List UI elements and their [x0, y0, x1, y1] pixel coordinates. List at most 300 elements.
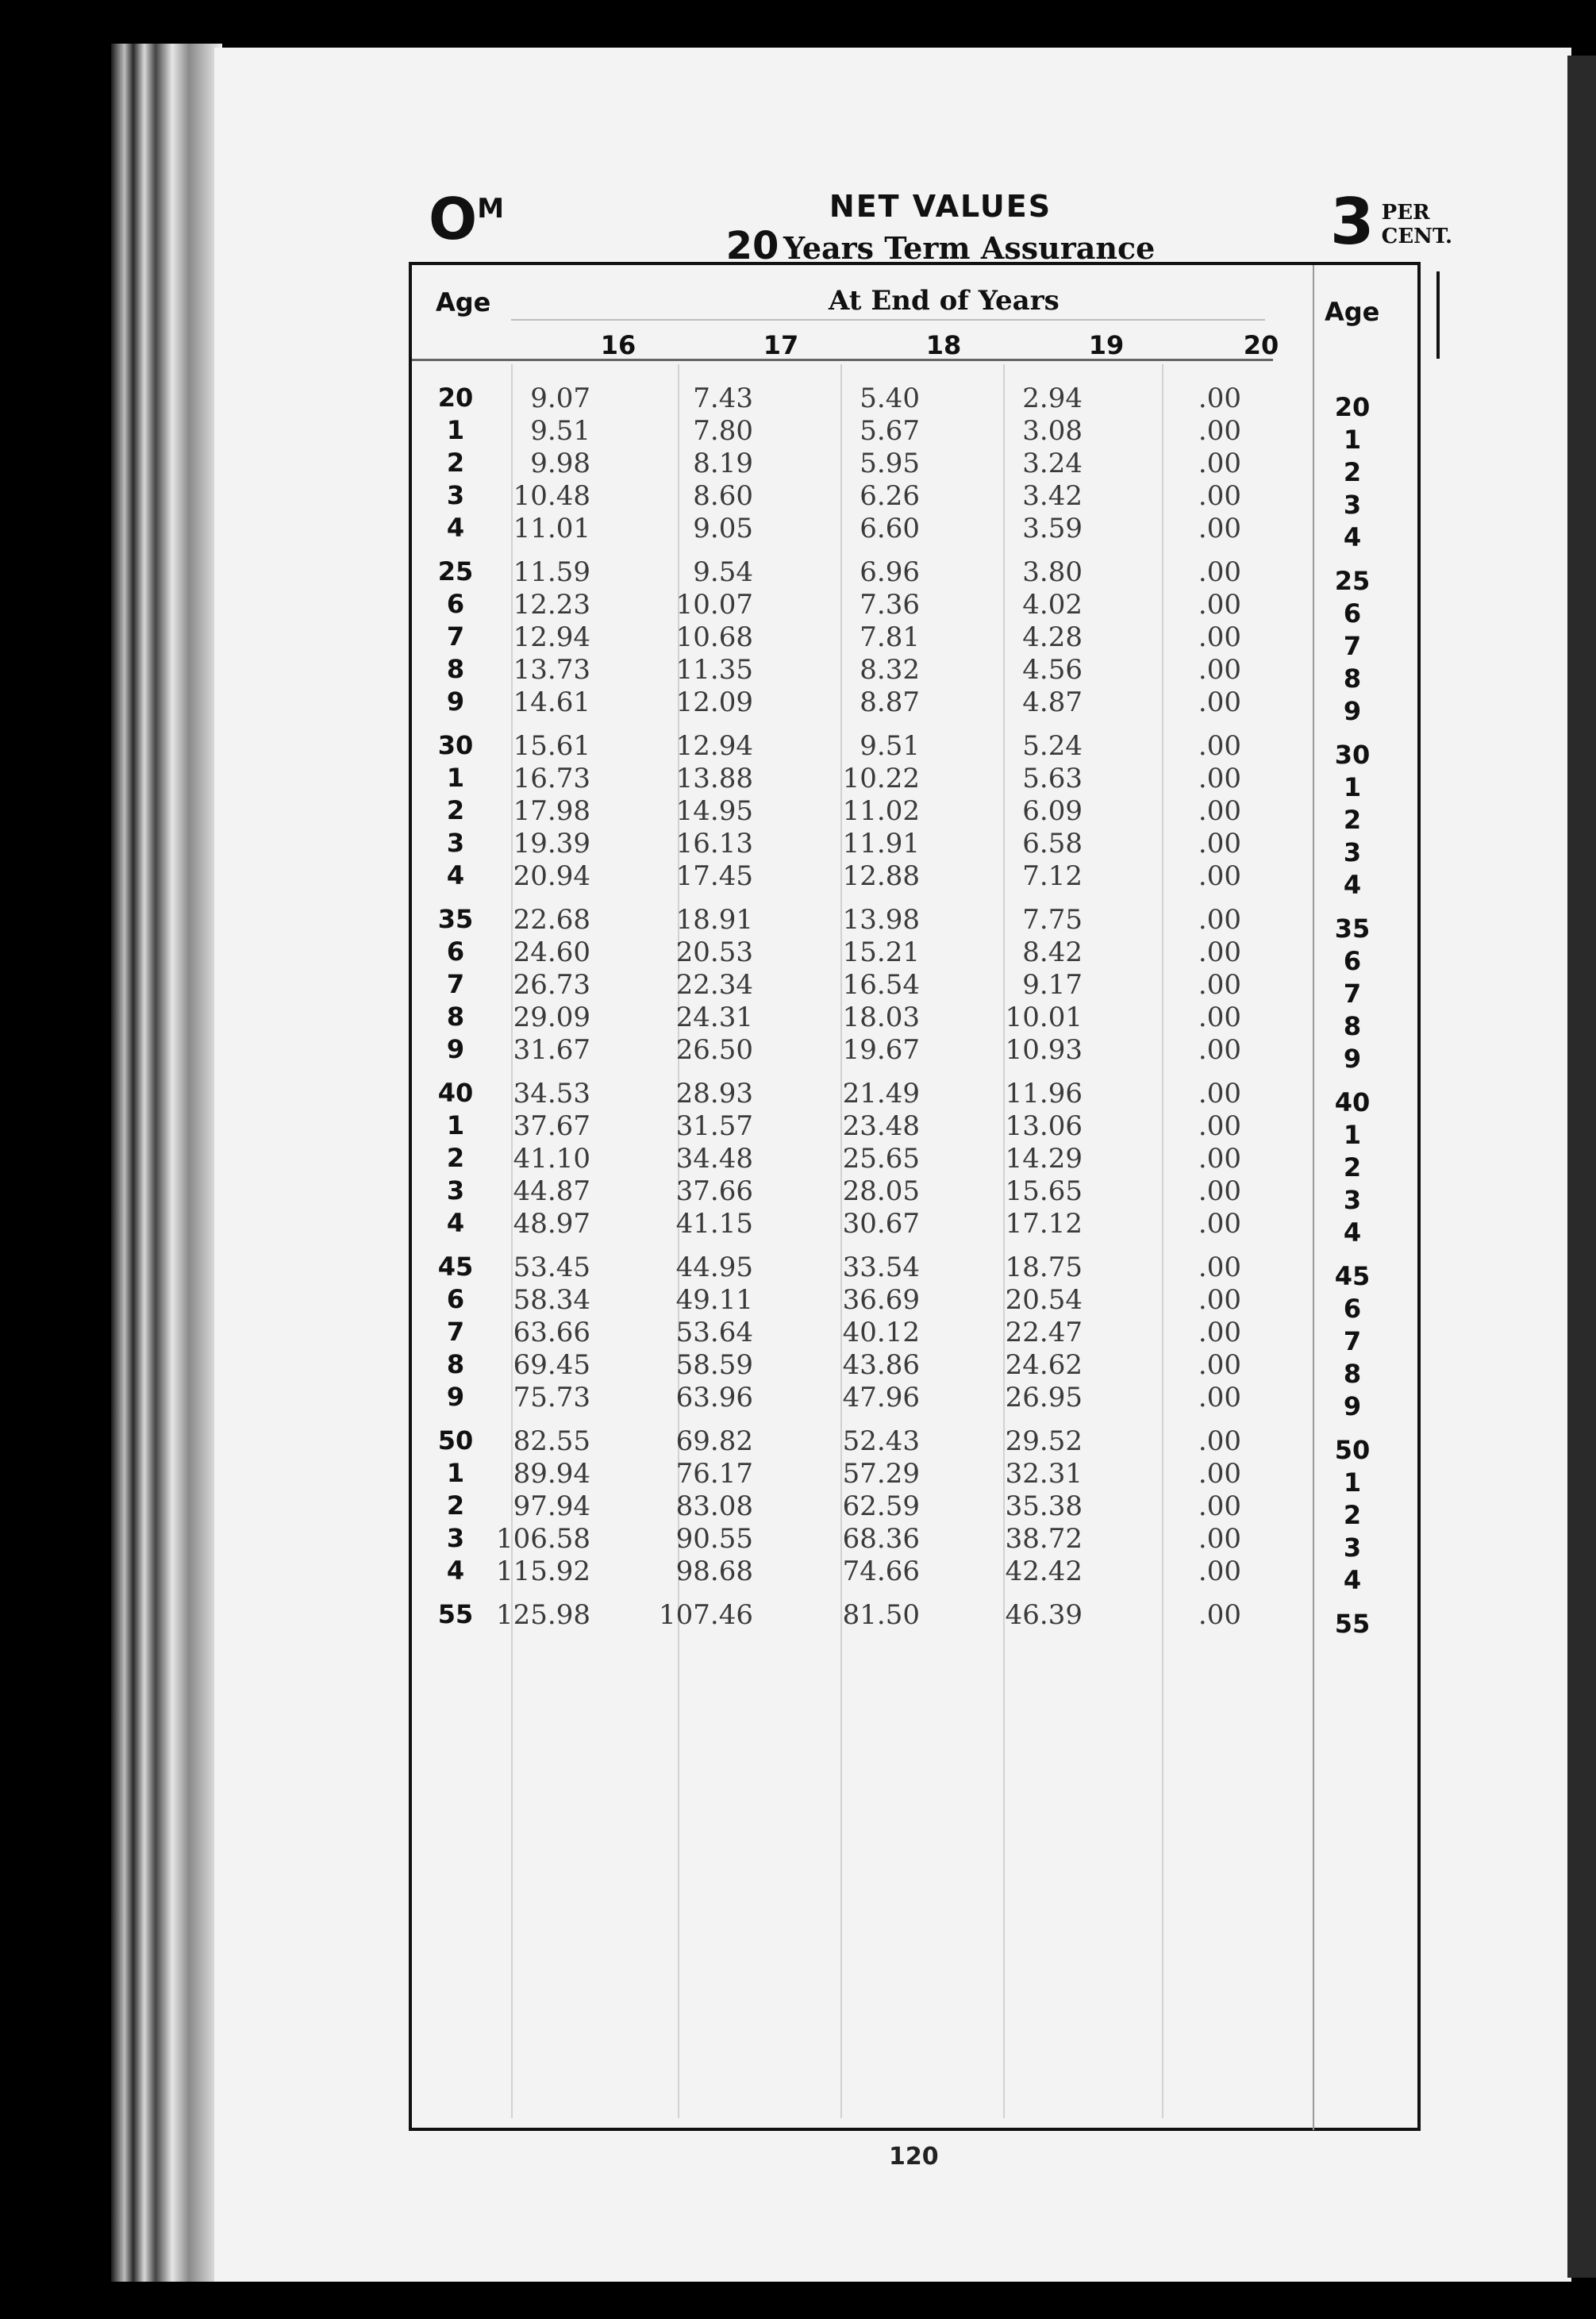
title-net-values: NET VALUES — [829, 189, 1052, 224]
value-cell: 37.67 — [513, 1110, 590, 1142]
age-cell-left: 2 — [446, 1143, 465, 1173]
age-cell-right: 2 — [1343, 457, 1362, 487]
value-cell: 11.91 — [842, 828, 920, 860]
age-cell-left: 4 — [446, 1208, 465, 1238]
age-cell-left: 3 — [446, 828, 465, 858]
page-header — [429, 183, 1452, 268]
table-code-letter: O — [429, 186, 478, 252]
value-cell: 5.24 — [1022, 730, 1083, 762]
age-cell-left: 4 — [446, 1556, 465, 1586]
value-cell: 7.81 — [860, 621, 920, 653]
age-cell-right: 45 — [1334, 1261, 1371, 1291]
value-cell: .00 — [1198, 383, 1241, 414]
age-cell-right: 40 — [1334, 1087, 1371, 1117]
age-cell-right: 8 — [1343, 1011, 1362, 1041]
value-cell: .00 — [1198, 513, 1241, 544]
value-cell: 9.07 — [530, 383, 590, 414]
value-cell: 75.73 — [513, 1382, 590, 1413]
value-cell: 5.95 — [860, 448, 920, 479]
table-row — [412, 448, 1420, 487]
value-cell: .00 — [1198, 1317, 1241, 1348]
value-cell: .00 — [1198, 1110, 1241, 1142]
value-cell: 24.31 — [675, 1002, 753, 1033]
age-cell-right: 1 — [1343, 1120, 1362, 1150]
value-cell: 13.88 — [675, 763, 753, 794]
value-cell: .00 — [1198, 621, 1241, 653]
value-cell: 9.51 — [860, 730, 920, 762]
value-cell: 31.57 — [675, 1110, 753, 1142]
value-cell: 40.12 — [842, 1317, 920, 1348]
value-cell: 9.54 — [693, 556, 753, 588]
value-cell: 22.68 — [513, 904, 590, 936]
year-header-20: 20 — [1243, 330, 1279, 360]
value-cell: 12.88 — [842, 860, 920, 892]
value-cell: 26.95 — [1005, 1382, 1083, 1413]
age-cell-right: 55 — [1334, 1609, 1371, 1639]
age-cell-left: 1 — [446, 1458, 465, 1488]
age-cell-right: 8 — [1343, 663, 1362, 694]
value-cell: 14.61 — [513, 686, 590, 718]
value-cell: .00 — [1198, 1252, 1241, 1283]
value-cell: .00 — [1198, 686, 1241, 718]
value-cell: .00 — [1198, 448, 1241, 479]
table-row — [412, 1317, 1420, 1356]
table-row — [412, 1175, 1420, 1215]
value-cell: .00 — [1198, 1034, 1241, 1066]
value-cell: 10.68 — [675, 621, 753, 653]
table-row — [412, 1490, 1420, 1530]
value-cell: 16.13 — [675, 828, 753, 860]
page-edge-shadow — [1567, 56, 1596, 2278]
value-cell: 18.75 — [1005, 1252, 1083, 1283]
value-cell: 44.95 — [675, 1252, 753, 1283]
value-cell: 89.94 — [513, 1458, 590, 1490]
value-cell: 74.66 — [842, 1556, 920, 1587]
age-cell-right: 6 — [1343, 598, 1362, 629]
table-row — [412, 1078, 1420, 1117]
value-cell: 22.47 — [1005, 1317, 1083, 1348]
value-cell: 11.96 — [1005, 1078, 1083, 1110]
value-cell: 32.31 — [1005, 1458, 1083, 1490]
value-cell: 5.67 — [860, 415, 920, 447]
value-cell: 25.65 — [842, 1143, 920, 1175]
value-cell: 19.39 — [513, 828, 590, 860]
value-cell: 28.93 — [675, 1078, 753, 1110]
age-cell-left: 1 — [446, 415, 465, 445]
value-cell: 33.54 — [842, 1252, 920, 1283]
value-cell: 46.39 — [1005, 1599, 1083, 1631]
value-cell: 15.21 — [842, 936, 920, 968]
value-cell: 17.98 — [513, 795, 590, 827]
value-cell: 11.59 — [513, 556, 590, 588]
age-cell-right: 3 — [1343, 837, 1362, 867]
value-cell: .00 — [1198, 1458, 1241, 1490]
table-row — [412, 1284, 1420, 1324]
value-cell: 48.97 — [513, 1208, 590, 1240]
age-cell-left: 20 — [437, 383, 474, 413]
table-row — [412, 1208, 1420, 1248]
age-cell-right: 2 — [1343, 1500, 1362, 1530]
value-cell: 15.61 — [513, 730, 590, 762]
value-cell: 69.82 — [675, 1425, 753, 1457]
value-cell: 9.98 — [530, 448, 590, 479]
table-row — [412, 513, 1420, 552]
age-cell-left: 6 — [446, 1284, 465, 1314]
value-cell: 6.09 — [1022, 795, 1083, 827]
age-cell-left: 7 — [446, 621, 465, 652]
value-cell: 10.22 — [842, 763, 920, 794]
value-cell: 26.50 — [675, 1034, 753, 1066]
value-cell: 34.53 — [513, 1078, 590, 1110]
value-cell: 8.60 — [693, 480, 753, 512]
age-cell-left: 8 — [446, 1349, 465, 1379]
value-cell: 41.10 — [513, 1143, 590, 1175]
rate-per: PER — [1381, 201, 1430, 225]
value-cell: .00 — [1198, 795, 1241, 827]
value-cell: 20.94 — [513, 860, 590, 892]
age-cell-right: 2 — [1343, 805, 1362, 835]
value-cell: 3.80 — [1022, 556, 1083, 588]
value-cell: 12.94 — [675, 730, 753, 762]
value-cell: 31.67 — [513, 1034, 590, 1066]
age-cell-left: 2 — [446, 448, 465, 478]
value-cell: .00 — [1198, 654, 1241, 686]
table-row — [412, 1034, 1420, 1074]
table-row — [412, 795, 1420, 835]
age-cell-left: 7 — [446, 1317, 465, 1347]
value-cell: 23.48 — [842, 1110, 920, 1142]
value-cell: 2.94 — [1022, 383, 1083, 414]
value-cell: 97.94 — [513, 1490, 590, 1522]
value-cell: 20.54 — [1005, 1284, 1083, 1316]
value-cell: 43.86 — [842, 1349, 920, 1381]
table-row — [412, 1599, 1420, 1639]
value-cell: .00 — [1198, 1523, 1241, 1555]
age-column-header-right: Age — [1325, 297, 1380, 327]
value-cell: 11.01 — [513, 513, 590, 544]
age-cell-left: 9 — [446, 686, 465, 717]
value-cell: 7.80 — [693, 415, 753, 447]
value-cell: 90.55 — [675, 1523, 753, 1555]
interest-rate — [1329, 185, 1452, 259]
age-cell-right: 4 — [1343, 1217, 1362, 1248]
value-cell: .00 — [1198, 1284, 1241, 1316]
table-row — [412, 621, 1420, 661]
value-cell: 68.36 — [842, 1523, 920, 1555]
age-cell-left: 25 — [437, 556, 474, 586]
value-cell: 52.43 — [842, 1425, 920, 1457]
value-cell: 15.65 — [1005, 1175, 1083, 1207]
value-cell: 28.05 — [842, 1175, 920, 1207]
table-row — [412, 730, 1420, 770]
age-cell-right: 7 — [1343, 1326, 1362, 1356]
table-row — [412, 480, 1420, 520]
value-cell: 9.51 — [530, 415, 590, 447]
table-row — [412, 828, 1420, 867]
table-row — [412, 904, 1420, 944]
value-cell: .00 — [1198, 1425, 1241, 1457]
table-row — [412, 383, 1420, 422]
table-row — [412, 1523, 1420, 1563]
age-cell-left: 1 — [446, 1110, 465, 1140]
age-column-header-left: Age — [436, 287, 491, 317]
table-row — [412, 1425, 1420, 1465]
value-cell: 47.96 — [842, 1382, 920, 1413]
value-cell: 24.60 — [513, 936, 590, 968]
value-cell: 7.12 — [1022, 860, 1083, 892]
year-header-18: 18 — [925, 330, 962, 360]
value-cell: 7.75 — [1022, 904, 1083, 936]
value-cell: 82.55 — [513, 1425, 590, 1457]
value-cell: 18.03 — [842, 1002, 920, 1033]
value-cell: .00 — [1198, 1556, 1241, 1587]
table-row — [412, 969, 1420, 1009]
value-cell: 16.73 — [513, 763, 590, 794]
value-cell: 49.11 — [675, 1284, 753, 1316]
age-cell-left: 3 — [446, 1175, 465, 1206]
value-cell: 58.34 — [513, 1284, 590, 1316]
table-row — [412, 589, 1420, 629]
term-assurance-text: Years Term Assurance — [783, 230, 1156, 266]
age-cell-right: 1 — [1343, 772, 1362, 802]
value-cell: 29.52 — [1005, 1425, 1083, 1457]
value-cell: 10.48 — [513, 480, 590, 512]
age-cell-right: 4 — [1343, 870, 1362, 900]
age-cell-left: 6 — [446, 589, 465, 619]
age-cell-left: 8 — [446, 1002, 465, 1032]
value-cell: 20.53 — [675, 936, 753, 968]
value-cell: 115.92 — [496, 1556, 590, 1587]
value-cell: 6.60 — [860, 513, 920, 544]
age-cell-right: 7 — [1343, 979, 1362, 1009]
table-row — [412, 686, 1420, 726]
age-cell-right: 2 — [1343, 1152, 1362, 1183]
table-row — [412, 556, 1420, 596]
value-cell: .00 — [1198, 1599, 1241, 1631]
value-cell: 13.98 — [842, 904, 920, 936]
value-cell: 37.66 — [675, 1175, 753, 1207]
age-cell-left: 55 — [437, 1599, 474, 1629]
value-cell: 42.42 — [1005, 1556, 1083, 1587]
value-cell: .00 — [1198, 415, 1241, 447]
value-cell: .00 — [1198, 556, 1241, 588]
value-cell: .00 — [1198, 763, 1241, 794]
table-row — [412, 1556, 1420, 1595]
value-cell: .00 — [1198, 1382, 1241, 1413]
page-number: 120 — [889, 2143, 939, 2171]
value-cell: 58.59 — [675, 1349, 753, 1381]
value-cell: .00 — [1198, 1208, 1241, 1240]
rate-number: 3 — [1329, 185, 1375, 259]
value-cell: 16.54 — [842, 969, 920, 1001]
value-cell: .00 — [1198, 936, 1241, 968]
value-cell: 3.08 — [1022, 415, 1083, 447]
age-cell-right: 1 — [1343, 425, 1362, 455]
value-cell: 5.40 — [860, 383, 920, 414]
age-cell-left: 50 — [437, 1425, 474, 1456]
age-cell-left: 7 — [446, 969, 465, 999]
value-cell: 24.62 — [1005, 1349, 1083, 1381]
book-spine-edge — [111, 44, 222, 2282]
value-cell: 17.45 — [675, 860, 753, 892]
value-cell: 14.29 — [1005, 1143, 1083, 1175]
value-cell: 57.29 — [842, 1458, 920, 1490]
value-cell: 12.09 — [675, 686, 753, 718]
value-cell: 125.98 — [496, 1599, 590, 1631]
age-cell-right: 4 — [1343, 522, 1362, 552]
age-cell-right: 3 — [1343, 1185, 1362, 1215]
value-cell: .00 — [1198, 589, 1241, 621]
year-header-16: 16 — [600, 330, 636, 360]
term-years-number: 20 — [725, 224, 779, 268]
value-cell: 6.96 — [860, 556, 920, 588]
table-row — [412, 1002, 1420, 1041]
age-cell-right: 35 — [1334, 913, 1371, 944]
value-cell: 34.48 — [675, 1143, 753, 1175]
value-cell: 13.06 — [1005, 1110, 1083, 1142]
value-cell: .00 — [1198, 1349, 1241, 1381]
value-cell: 81.50 — [842, 1599, 920, 1631]
age-cell-left: 4 — [446, 860, 465, 890]
value-cell: 3.42 — [1022, 480, 1083, 512]
value-cell: 9.17 — [1022, 969, 1083, 1001]
value-cell: 107.46 — [659, 1599, 753, 1631]
table-row — [412, 860, 1420, 900]
table-code-superscript: M — [477, 193, 505, 225]
value-cell: 21.49 — [842, 1078, 920, 1110]
age-cell-left: 9 — [446, 1034, 465, 1064]
value-cell: 17.12 — [1005, 1208, 1083, 1240]
value-cell: 4.87 — [1022, 686, 1083, 718]
age-cell-right: 50 — [1334, 1435, 1371, 1465]
table-row — [412, 1349, 1420, 1389]
age-cell-left: 45 — [437, 1252, 474, 1282]
age-cell-right: 4 — [1343, 1565, 1362, 1595]
value-cell: 63.66 — [513, 1317, 590, 1348]
age-cell-right: 20 — [1334, 392, 1371, 422]
age-cell-right: 9 — [1343, 1044, 1362, 1074]
value-cell: 62.59 — [842, 1490, 920, 1522]
value-cell: 41.15 — [675, 1208, 753, 1240]
value-cell: .00 — [1198, 1002, 1241, 1033]
value-cell: 10.01 — [1005, 1002, 1083, 1033]
table-right-rule — [1436, 271, 1440, 359]
value-cell: 53.45 — [513, 1252, 590, 1283]
age-cell-left: 1 — [446, 763, 465, 793]
year-header-17: 17 — [763, 330, 799, 360]
value-cell: 12.94 — [513, 621, 590, 653]
header-sub-rule — [511, 319, 1265, 321]
rate-cent: CENT. — [1381, 224, 1452, 248]
value-cell: 14.95 — [675, 795, 753, 827]
value-cell: 106.58 — [496, 1523, 590, 1555]
value-cell: 13.73 — [513, 654, 590, 686]
table-row — [412, 415, 1420, 455]
value-cell: 8.87 — [860, 686, 920, 718]
value-cell: 18.91 — [675, 904, 753, 936]
value-cell: 35.38 — [1005, 1490, 1083, 1522]
value-cell: 38.72 — [1005, 1523, 1083, 1555]
value-cell: 36.69 — [842, 1284, 920, 1316]
age-cell-right: 1 — [1343, 1467, 1362, 1498]
age-cell-left: 2 — [446, 795, 465, 825]
value-cell: 29.09 — [513, 1002, 590, 1033]
value-cell: 4.56 — [1022, 654, 1083, 686]
table-row — [412, 1110, 1420, 1150]
value-cell: .00 — [1198, 1175, 1241, 1207]
age-cell-right: 7 — [1343, 631, 1362, 661]
age-cell-right: 6 — [1343, 946, 1362, 976]
net-values-table — [409, 262, 1421, 2131]
value-cell: 69.45 — [513, 1349, 590, 1381]
age-cell-right: 3 — [1343, 490, 1362, 520]
age-cell-left: 3 — [446, 1523, 465, 1553]
age-cell-left: 4 — [446, 513, 465, 543]
value-cell: 6.26 — [860, 480, 920, 512]
age-cell-right: 8 — [1343, 1359, 1362, 1389]
value-cell: 63.96 — [675, 1382, 753, 1413]
value-cell: .00 — [1198, 904, 1241, 936]
age-cell-left: 3 — [446, 480, 465, 510]
value-cell: 26.73 — [513, 969, 590, 1001]
value-cell: .00 — [1198, 860, 1241, 892]
at-end-of-years-header: At End of Years — [829, 285, 1060, 317]
value-cell: 6.58 — [1022, 828, 1083, 860]
age-cell-left: 30 — [437, 730, 474, 760]
value-cell: 22.34 — [675, 969, 753, 1001]
value-cell: .00 — [1198, 1143, 1241, 1175]
value-cell: 3.59 — [1022, 513, 1083, 544]
value-cell: 7.36 — [860, 589, 920, 621]
table-row — [412, 1252, 1420, 1291]
value-cell: 11.02 — [842, 795, 920, 827]
age-cell-left: 6 — [446, 936, 465, 967]
value-cell: 98.68 — [675, 1556, 753, 1587]
value-cell: 8.32 — [860, 654, 920, 686]
table-row — [412, 1382, 1420, 1421]
year-header-19: 19 — [1088, 330, 1125, 360]
value-cell: .00 — [1198, 1490, 1241, 1522]
value-cell: .00 — [1198, 969, 1241, 1001]
table-row — [412, 1458, 1420, 1498]
age-cell-left: 2 — [446, 1490, 465, 1521]
rate-percent-label — [1382, 202, 1452, 249]
age-cell-left: 9 — [446, 1382, 465, 1412]
value-cell: 11.35 — [675, 654, 753, 686]
value-cell: 5.63 — [1022, 763, 1083, 794]
value-cell: 30.67 — [842, 1208, 920, 1240]
age-cell-right: 3 — [1343, 1533, 1362, 1563]
value-cell: 4.28 — [1022, 621, 1083, 653]
value-cell: 76.17 — [675, 1458, 753, 1490]
table-row — [412, 936, 1420, 976]
value-cell: 7.43 — [693, 383, 753, 414]
age-cell-left: 40 — [437, 1078, 474, 1108]
value-cell: 4.02 — [1022, 589, 1083, 621]
value-cell: 83.08 — [675, 1490, 753, 1522]
value-cell: 19.67 — [842, 1034, 920, 1066]
table-row — [412, 654, 1420, 694]
value-cell: 3.24 — [1022, 448, 1083, 479]
value-cell: .00 — [1198, 730, 1241, 762]
table-row — [412, 1143, 1420, 1183]
age-cell-left: 35 — [437, 904, 474, 934]
value-cell: 10.07 — [675, 589, 753, 621]
age-cell-right: 30 — [1334, 740, 1371, 770]
age-cell-right: 25 — [1334, 566, 1371, 596]
value-cell: .00 — [1198, 480, 1241, 512]
value-cell: 10.93 — [1005, 1034, 1083, 1066]
